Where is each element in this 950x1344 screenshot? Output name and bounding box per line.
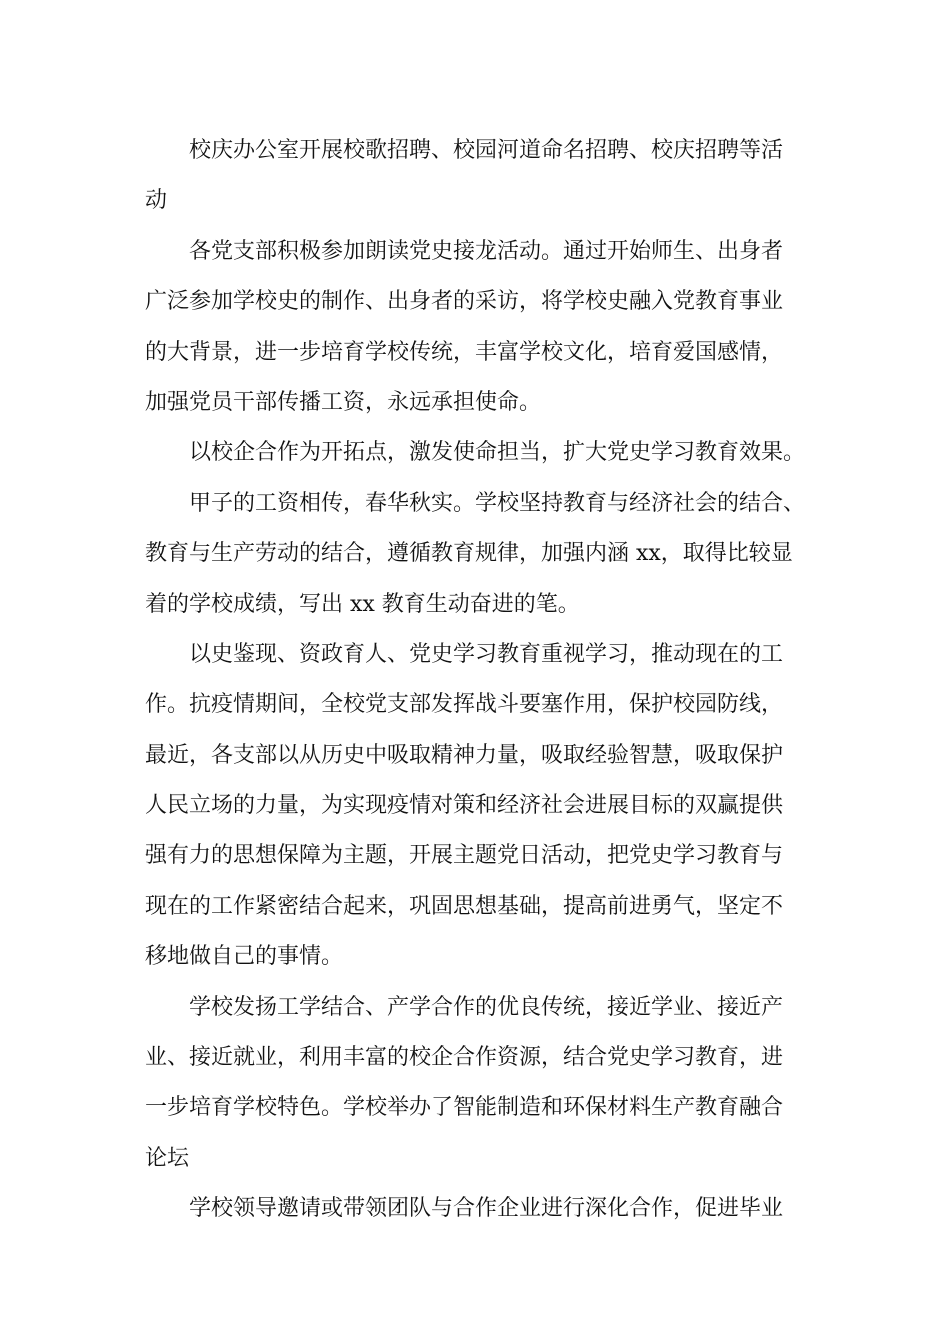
paragraph <box>145 479 825 630</box>
text-line: 着的学校成绩，写出 xx 教育生动奋进的笔。 <box>145 591 580 617</box>
text-line: 加强党员干部传播工资，永远承担使命。 <box>145 389 542 415</box>
text-line: 学校发扬工学结合、产学合作的优良传统，接近学业、接近产 <box>145 994 784 1020</box>
paragraph <box>145 428 825 478</box>
text-line: 教育与生产劳动的结合，遵循教育规律，加强内涵 xx，取得比较显 <box>145 541 793 567</box>
text-line: 业、接近就业，利用丰富的校企合作资源，结合党史学习教育，进 <box>145 1045 784 1071</box>
text-line: 的大背景，进一步培育学校传统，丰富学校文化，培育爱国感情， <box>145 339 784 365</box>
paragraph <box>145 630 825 983</box>
paragraph <box>145 227 825 429</box>
text-line: 动 <box>145 188 168 214</box>
paragraph <box>145 126 825 227</box>
paragraph <box>145 1184 825 1234</box>
text-line: 广泛参加学校史的制作、出身者的采访，将学校史融入党教育事业 <box>145 289 784 315</box>
text-line: 作。抗疫情期间，全校党支部发挥战斗要塞作用，保护校园防线， <box>145 692 784 718</box>
text-line: 一步培育学校特色。学校举办了智能制造和环保材料生产教育融合 <box>145 1095 784 1121</box>
text-line: 移地做自己的事情。 <box>145 944 344 970</box>
paragraph <box>145 983 825 1185</box>
text-line: 现在的工作紧密结合起来，巩固思想基础，提高前进勇气，坚定不 <box>145 893 784 919</box>
text-line: 以校企合作为开拓点，激发使命担当，扩大党史学习教育效果。 <box>145 440 806 466</box>
text-line: 甲子的工资相传，春华秋实。学校坚持教育与经济社会的结合、 <box>145 490 806 516</box>
text-line: 各党支部积极参加朗读党史接龙活动。通过开始师生、出身者 <box>145 238 784 264</box>
text-line: 最近，各支部以从历史中吸取精神力量，吸取经验智慧，吸取保护 <box>145 742 784 768</box>
text-line: 校庆办公室开展校歌招聘、校园河道命名招聘、校庆招聘等活 <box>145 138 784 163</box>
text-line: 学校领导邀请或带领团队与合作企业进行深化合作，促进毕业 <box>145 1196 784 1222</box>
text-line: 论坛 <box>145 1145 190 1171</box>
text-line: 强有力的思想保障为主题，开展主题党日活动，把党史学习教育与 <box>145 843 784 869</box>
document-body <box>145 126 825 1235</box>
text-line: 人民立场的力量，为实现疫情对策和经济社会进展目标的双赢提供 <box>145 793 784 819</box>
text-line: 以史鉴现、资政育人、党史学习教育重视学习，推动现在的工 <box>145 641 784 667</box>
